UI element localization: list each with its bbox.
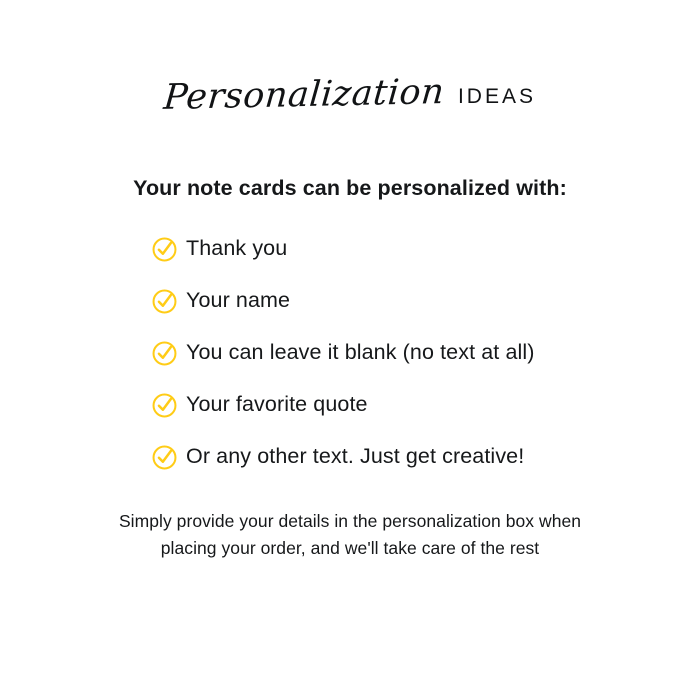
check-circle-icon xyxy=(152,445,177,470)
intro-text: Your note cards can be personalized with: xyxy=(133,176,567,200)
list-item xyxy=(152,274,592,326)
page-title-plain: IDEAS xyxy=(457,85,536,108)
list-item-label: Thank you xyxy=(186,235,288,260)
check-circle-icon xyxy=(152,289,177,314)
footer-line-1: Simply provide your details in the personalization box when xyxy=(118,511,582,531)
list-item xyxy=(152,326,592,378)
personalization-options-list xyxy=(152,222,592,482)
page-title xyxy=(0,72,700,118)
page-title-script: Personalization xyxy=(162,72,446,118)
list-item xyxy=(152,430,592,482)
list-item xyxy=(152,378,592,430)
list-item-label: Your favorite quote xyxy=(186,391,368,416)
footer-note xyxy=(0,508,700,562)
list-item-label: You can leave it blank (no text at all) xyxy=(186,339,535,364)
list-item xyxy=(152,222,592,274)
list-item-label: Your name xyxy=(186,287,291,312)
check-circle-icon xyxy=(152,393,177,418)
check-circle-icon xyxy=(152,237,177,262)
list-item-label: Or any other text. Just get creative! xyxy=(186,443,525,468)
footer-line-2: placing your order, and we'll take care of the rest xyxy=(160,538,540,559)
check-circle-icon xyxy=(152,341,177,366)
